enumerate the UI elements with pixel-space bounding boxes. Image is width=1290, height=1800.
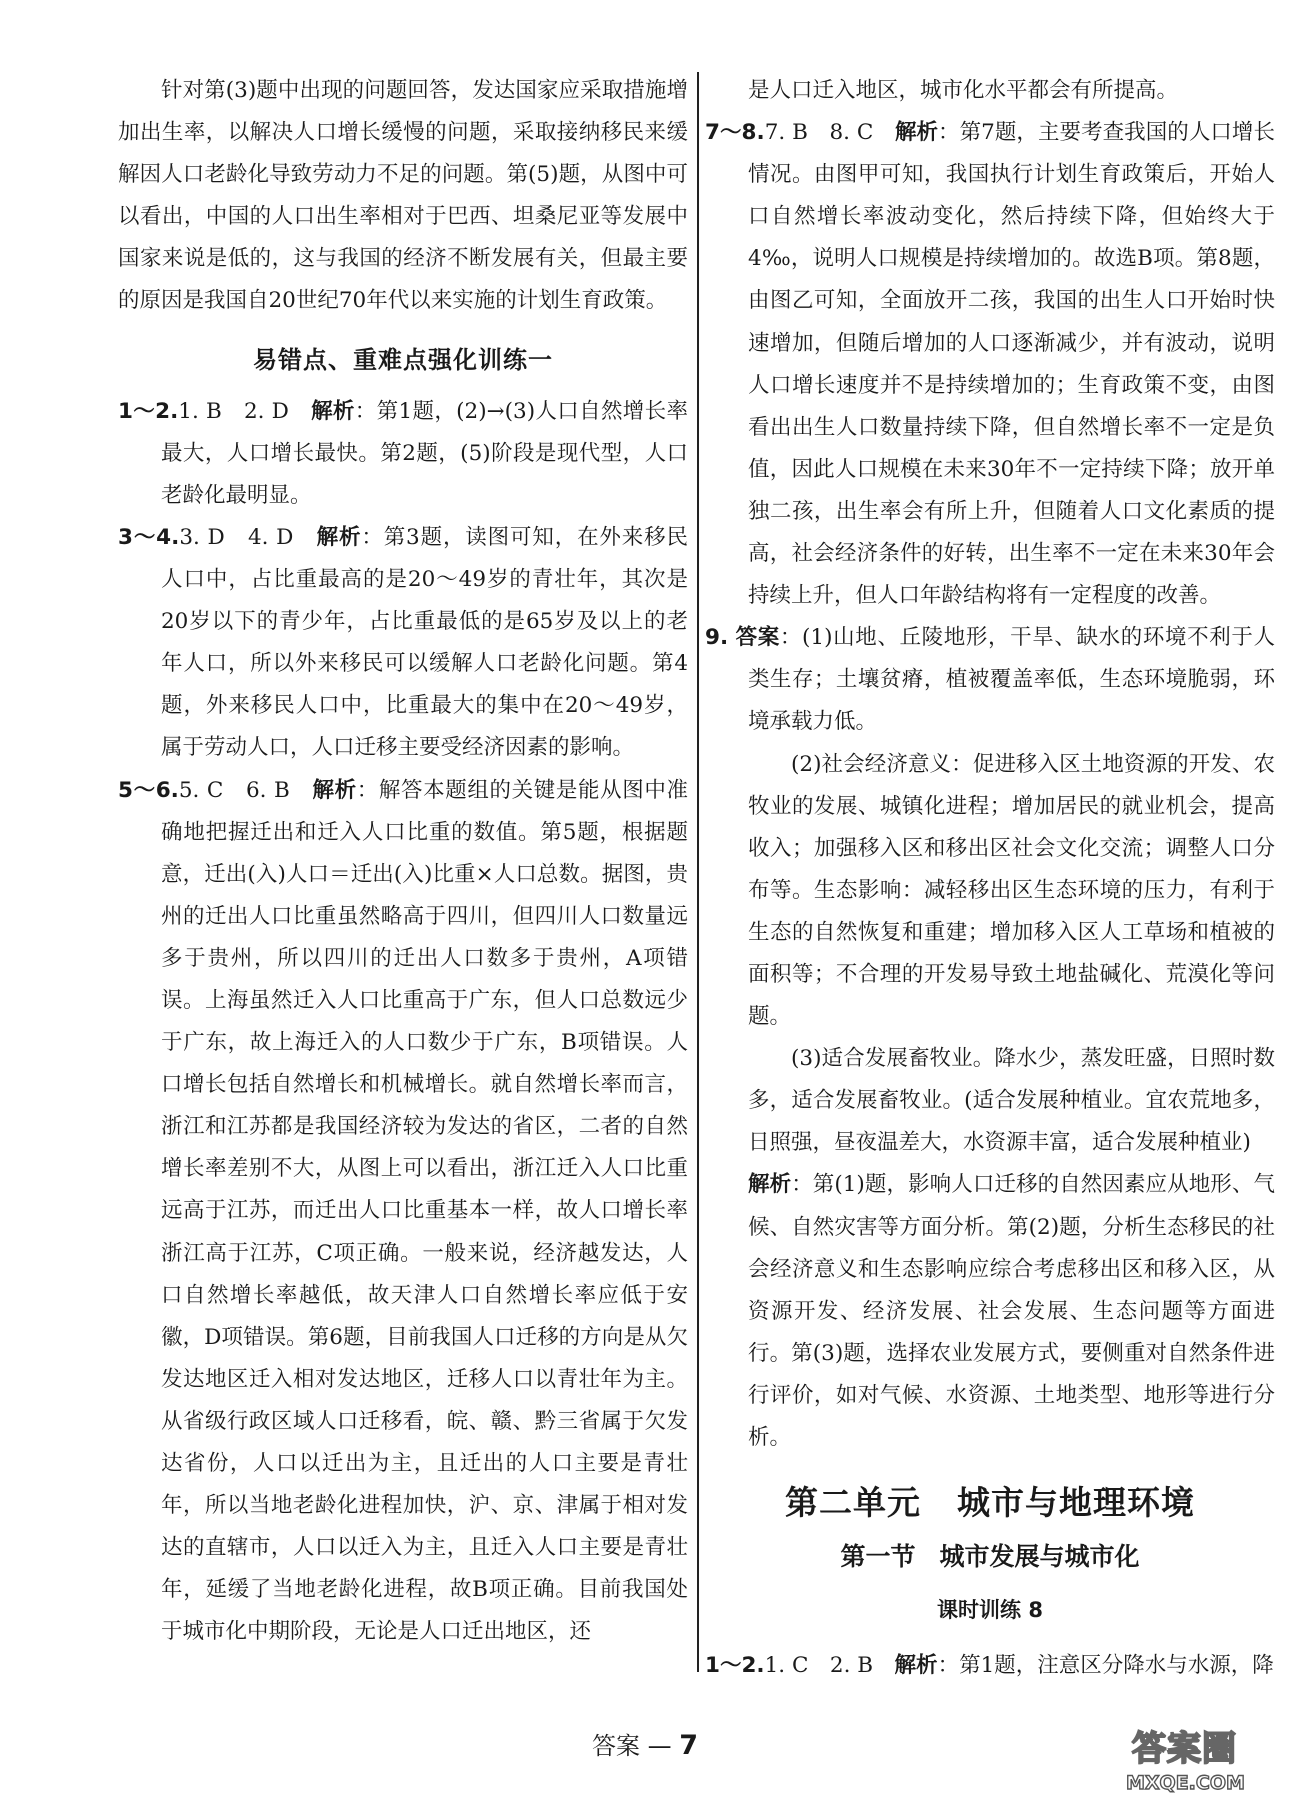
analysis-text: ：第7题，主要考查我国的人口增长情况。由图甲可知，我国执行计划生育政策后，开始人口自然增长率波动变化，然后持续下降，但始终大于4‰，说明人口规模是持续增加的。故选B项。第8题，由图乙可知，全面放开二孩，我国的出生人口开始时快速增加，但随后增加的人口逐渐减少，并有波动，说明人口增长速度并不是持续增加的；生育政策不变，由图看出出生人口数量持续下降，但自然增长率不一定是负值，因此人口规模在未来30年不一定持续下降；放开单独二孩，出生率会有所上升，但随着人口文化素质的提高，社会经济条件的好转，出生率不一定在未来30年会持续上升，但人口年龄结构将有一定程度的改善。 [748,120,1275,609]
answer-item-last [705,1645,1275,1687]
left-column [118,70,688,1653]
answer-item-9 [705,617,1275,743]
answer-item-3-4 [118,517,688,770]
section-title [705,1537,1275,1577]
unit-title [705,1479,1275,1527]
analysis-text: ：第(1)题，影响人口迁移的自然因素应从地形、气候、自然灾害等方面分析。第(2)题，分析生态移民的社会经济意义和生态影响应综合考虑移出区和移入区，从资源开发、经济发展、社会发展、生态问题等方面进行。第(3)题，选择农业发展方式，要侧重对自然条件进行评价，如对气候、水资源、土地类型、地形等进行分析。 [748,1172,1275,1450]
answer-item-7-8 [705,112,1275,617]
unit-name: 城市与地理环境 [957,1483,1195,1523]
item-number: 1～2. [118,398,179,424]
analysis-label: 解析 [311,398,355,424]
right-column [705,70,1275,1687]
continuation-text: 是人口迁入地区，城市化水平都会有所提高。 [748,78,1179,103]
answer-part-2: (2)社会经济意义：促进移入区土地资源的开发、农牧业的发展、城镇化进程；增加居民的就业机会，提高收入；加强移入区和移出区社会文化交流；调整人口分布等。生态影响：减轻移出区生态环境的压力，有利于生态的自然恢复和重建；增加移入区人工草场和植被的面积等；不合理的开发易导致土地盐碱化、荒漠化等问题。 [748,751,1275,1030]
watermark-top-text: 答案圈 [1132,1729,1237,1769]
analysis-label: 解析 [312,777,357,803]
page-footer [0,1726,1290,1761]
analysis-label: 解析 [894,120,939,146]
analysis-text: ：第3题，读图可知，在外来移民人口中，占比重最高的是20～49岁的青壮年，其次是20岁以下的青少年，占比重最低的是65岁及以上的老年人口，所以外来移民可以缓解人口老龄化问题。第4题，外来移民人口中，比重最大的集中在20～49岁，属于劳动人口，人口迁移主要受经济因素的影响。 [161,524,689,761]
item-number: 9. [705,625,729,651]
section-heading: 易错点、重难点强化训练一 [253,345,553,374]
item-answers: 1. C 2. B [764,1653,895,1679]
analysis-text: ：第1题，(2)→(3)人口自然增长率最大，人口增长最快。第2题，(5)阶段是现代型，人口老龄化最明显。 [161,398,688,508]
analysis-label: 解析 [748,1172,792,1198]
answer-item-5-6 [118,770,688,1654]
unit-number: 第二单元 [785,1483,921,1523]
intro-paragraph: 针对第(3)题中出现的问题回答，发达国家应采取措施增加出生率，以解决人口增长缓慢的问题，采取接纳移民来缓解因人口老龄化导致劳动力不足的问题。第(5)题，从图中可以看出，中国的人口出生率相对于巴西、坦桑尼亚等发展中国家来说是低的，这与我国的经济不断发展有关，但最主要的原因是我国自20世纪70年代以来实施的计划生育政策。 [118,78,688,314]
lesson-title: 课时训练 8 [937,1598,1043,1623]
analysis-text: ：第1题，注意区分降水与水源，降 [937,1653,1274,1679]
section-name: 城市发展与城市化 [939,1542,1140,1572]
analysis-label: 解析 [316,524,362,550]
q9-analysis [705,1164,1275,1459]
section-number: 第一节 [840,1542,916,1572]
watermark-logo [1122,1726,1282,1798]
page-number: 7 [679,1730,699,1761]
answer-item-1-2 [118,391,688,517]
item-answers: 3. D 4. D [179,524,317,550]
item-answers: 5. C 6. B [178,777,313,803]
item-number: 3～4. [118,524,180,550]
item-number: 7～8. [705,120,765,146]
item-number: 5～6. [118,777,179,803]
item-answers: 7. B 8. C [764,120,895,146]
watermark-site-text: MXQE.COM [1126,1772,1245,1794]
item-answers: 1. B 2. D [178,398,312,424]
analysis-label: 解析 [894,1653,938,1679]
column-divider [697,72,699,1672]
item-number: 1～2. [705,1653,765,1679]
answer-label: 答案 [735,625,780,651]
analysis-text: ：解答本题组的关键是能从图中准确地把握迁出和迁入人口比重的数值。第5题，根据题意，迁出(入)人口＝迁出(入)比重×人口总数。据图，贵州的迁出人口比重虽然略高于四川，但四川人口数量远多于贵州，所以四川的迁出人口数多于贵州，A项错误。上海虽然迁入人口比重高于广东，但人口总数远少于广东，故上海迁入的人口数少于广东，B项错误。人口增长包括自然增长和机械增长。就自然增长率而言，浙江和江苏都是我国经济较为发达的省区，二者的自然增长率差别不大，从图上可以看出，浙江迁入人口比重远高于江苏，而迁出人口比重基本一样，故人口增长率浙江高于江苏，C项正确。一般来说，经济越发达，人口自然增长率越低，故天津人口自然增长率应低于安徽，D项错误。第6题，目前我国人口迁移的方向是从欠发达地区迁入相对发达地区，迁移人口以青壮年为主。从省级行政区域人口迁移看，皖、赣、黔三省属于欠发达省份，人口以迁出为主，且迁出的人口主要是青壮年，所以当地老龄化进程加快，沪、京、津属于相对发达的直辖市，人口以迁入为主，且迁入人口主要是青壮年，延缓了当地老龄化进程，故B项正确。目前我国处于城市化中期阶段，无论是人口迁出地区，还 [161,777,688,1645]
footer-label: 答案 — [591,1732,680,1760]
answer-part-1: ：(1)山地、丘陵地形，干旱、缺水的环境不利于人类生存；土壤贫瘠，植被覆盖率低，生态环境脆弱，环境承载力低。 [748,625,1275,735]
answer-part-3: (3)适合发展畜牧业。降水少，蒸发旺盛，日照时数多，适合发展畜牧业。(适合发展种植业。宜农荒地多，日照强，昼夜温差大，水资源丰富，适合发展种植业) [748,1046,1275,1156]
